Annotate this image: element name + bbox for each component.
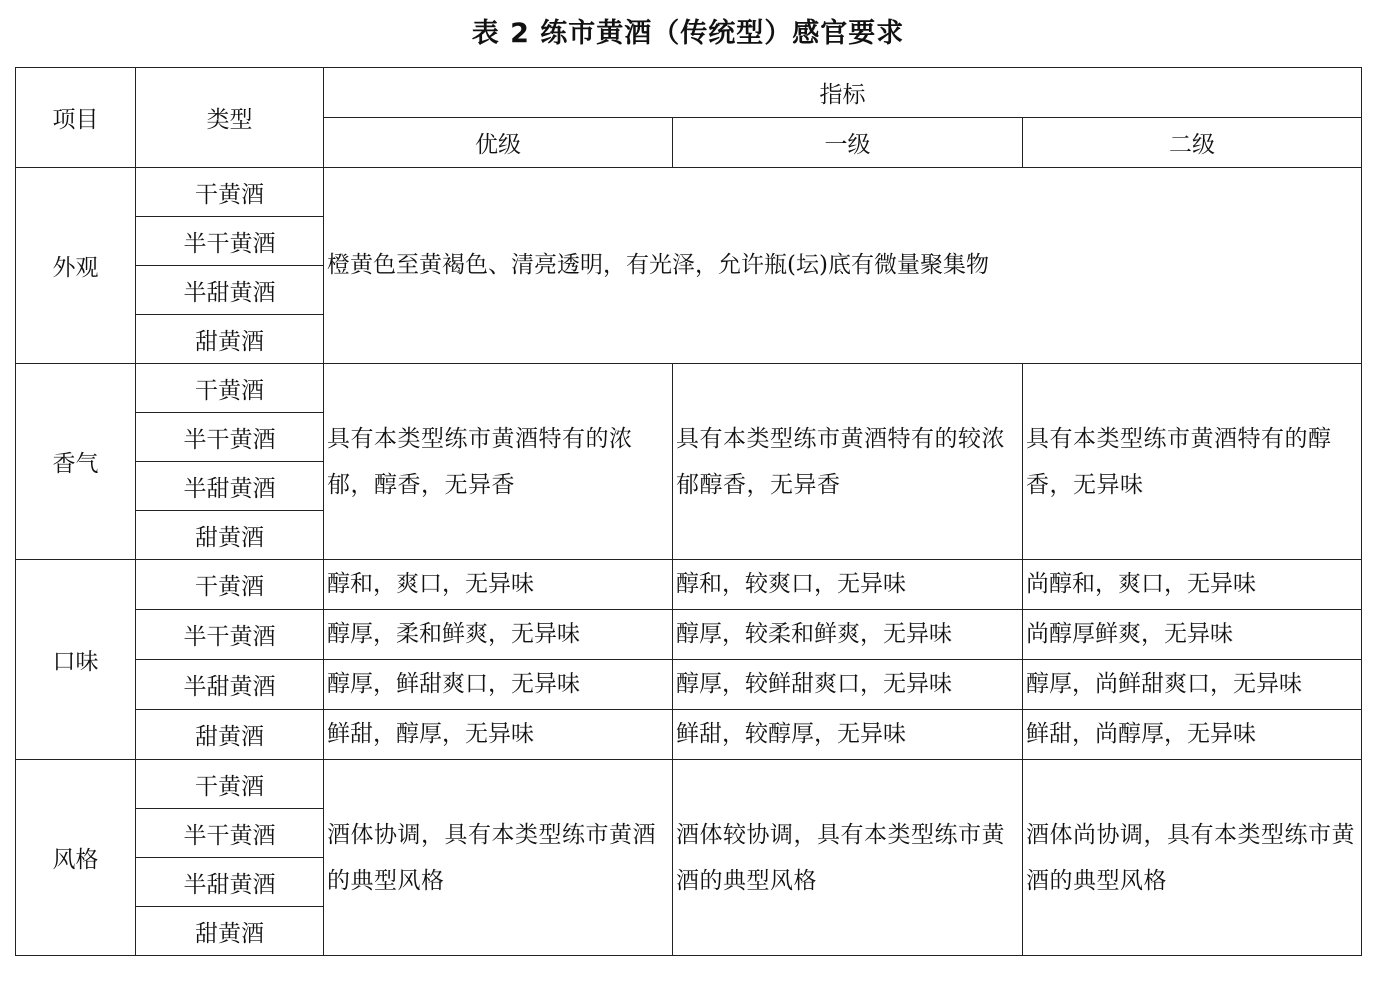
taste-sweet-premium: 鲜甜，醇厚，无异味: [324, 710, 673, 760]
taste-dry-first: 醇和，较爽口，无异味: [673, 560, 1023, 610]
header-indicator: 指标: [324, 68, 1362, 118]
header-grade-premium: 优级: [324, 118, 673, 168]
type-semi-dry: 半干黄酒: [136, 809, 324, 858]
taste-semi-sweet-second: 醇厚，尚鲜甜爽口，无异味: [1023, 660, 1362, 710]
taste-dry-premium: 醇和，爽口，无异味: [324, 560, 673, 610]
type-sweet: 甜黄酒: [136, 315, 324, 364]
table-row: [16, 560, 1362, 610]
type-semi-sweet: 半甜黄酒: [136, 266, 324, 315]
taste-sweet-first: 鲜甜，较醇厚，无异味: [673, 710, 1023, 760]
table-title: 表 2 练市黄酒（传统型）感官要求: [471, 18, 905, 49]
section-label-aroma: 香气: [16, 364, 136, 560]
style-first: 酒体较协调，具有本类型练市黄酒的典型风格: [673, 760, 1023, 956]
header-row-1: [16, 68, 1362, 118]
header-type: 类型: [136, 68, 324, 168]
type-dry: 干黄酒: [136, 560, 324, 610]
taste-dry-second: 尚醇和，爽口，无异味: [1023, 560, 1362, 610]
header-grade-first: 一级: [673, 118, 1023, 168]
style-second: 酒体尚协调，具有本类型练市黄酒的典型风格: [1023, 760, 1362, 956]
section-label-taste: 口味: [16, 560, 136, 760]
type-semi-dry: 半干黄酒: [136, 413, 324, 462]
type-semi-sweet: 半甜黄酒: [136, 462, 324, 511]
taste-sweet-second: 鲜甜，尚醇厚，无异味: [1023, 710, 1362, 760]
type-dry: 干黄酒: [136, 168, 324, 217]
taste-semi-dry-premium: 醇厚，柔和鲜爽，无异味: [324, 610, 673, 660]
aroma-premium: 具有本类型练市黄酒特有的浓郁，醇香，无异香: [324, 364, 673, 560]
section-label-style: 风格: [16, 760, 136, 956]
type-semi-sweet: 半甜黄酒: [136, 858, 324, 907]
type-sweet: 甜黄酒: [136, 907, 324, 956]
type-semi-dry: 半干黄酒: [136, 610, 324, 660]
appearance-text: 橙黄色至黄褐色、清亮透明，有光泽，允许瓶(坛)底有微量聚集物: [324, 168, 1362, 364]
taste-semi-sweet-first: 醇厚，较鲜甜爽口，无异味: [673, 660, 1023, 710]
header-grade-second: 二级: [1023, 118, 1362, 168]
table-row: [16, 660, 1362, 710]
table-row: [16, 168, 1362, 217]
header-item: 项目: [16, 68, 136, 168]
type-sweet: 甜黄酒: [136, 511, 324, 560]
table-row: [16, 610, 1362, 660]
section-label-appearance: 外观: [16, 168, 136, 364]
taste-semi-sweet-premium: 醇厚，鲜甜爽口，无异味: [324, 660, 673, 710]
type-dry: 干黄酒: [136, 760, 324, 809]
table-row: [16, 760, 1362, 809]
aroma-first: 具有本类型练市黄酒特有的较浓郁醇香，无异香: [673, 364, 1023, 560]
type-semi-sweet: 半甜黄酒: [136, 660, 324, 710]
type-sweet: 甜黄酒: [136, 710, 324, 760]
type-semi-dry: 半干黄酒: [136, 217, 324, 266]
table-row: [16, 364, 1362, 413]
style-premium: 酒体协调，具有本类型练市黄酒的典型风格: [324, 760, 673, 956]
type-dry: 干黄酒: [136, 364, 324, 413]
taste-semi-dry-second: 尚醇厚鲜爽，无异味: [1023, 610, 1362, 660]
sensory-requirements-table: [15, 67, 1362, 956]
taste-semi-dry-first: 醇厚，较柔和鲜爽，无异味: [673, 610, 1023, 660]
table-row: [16, 710, 1362, 760]
aroma-second: 具有本类型练市黄酒特有的醇香，无异味: [1023, 364, 1362, 560]
